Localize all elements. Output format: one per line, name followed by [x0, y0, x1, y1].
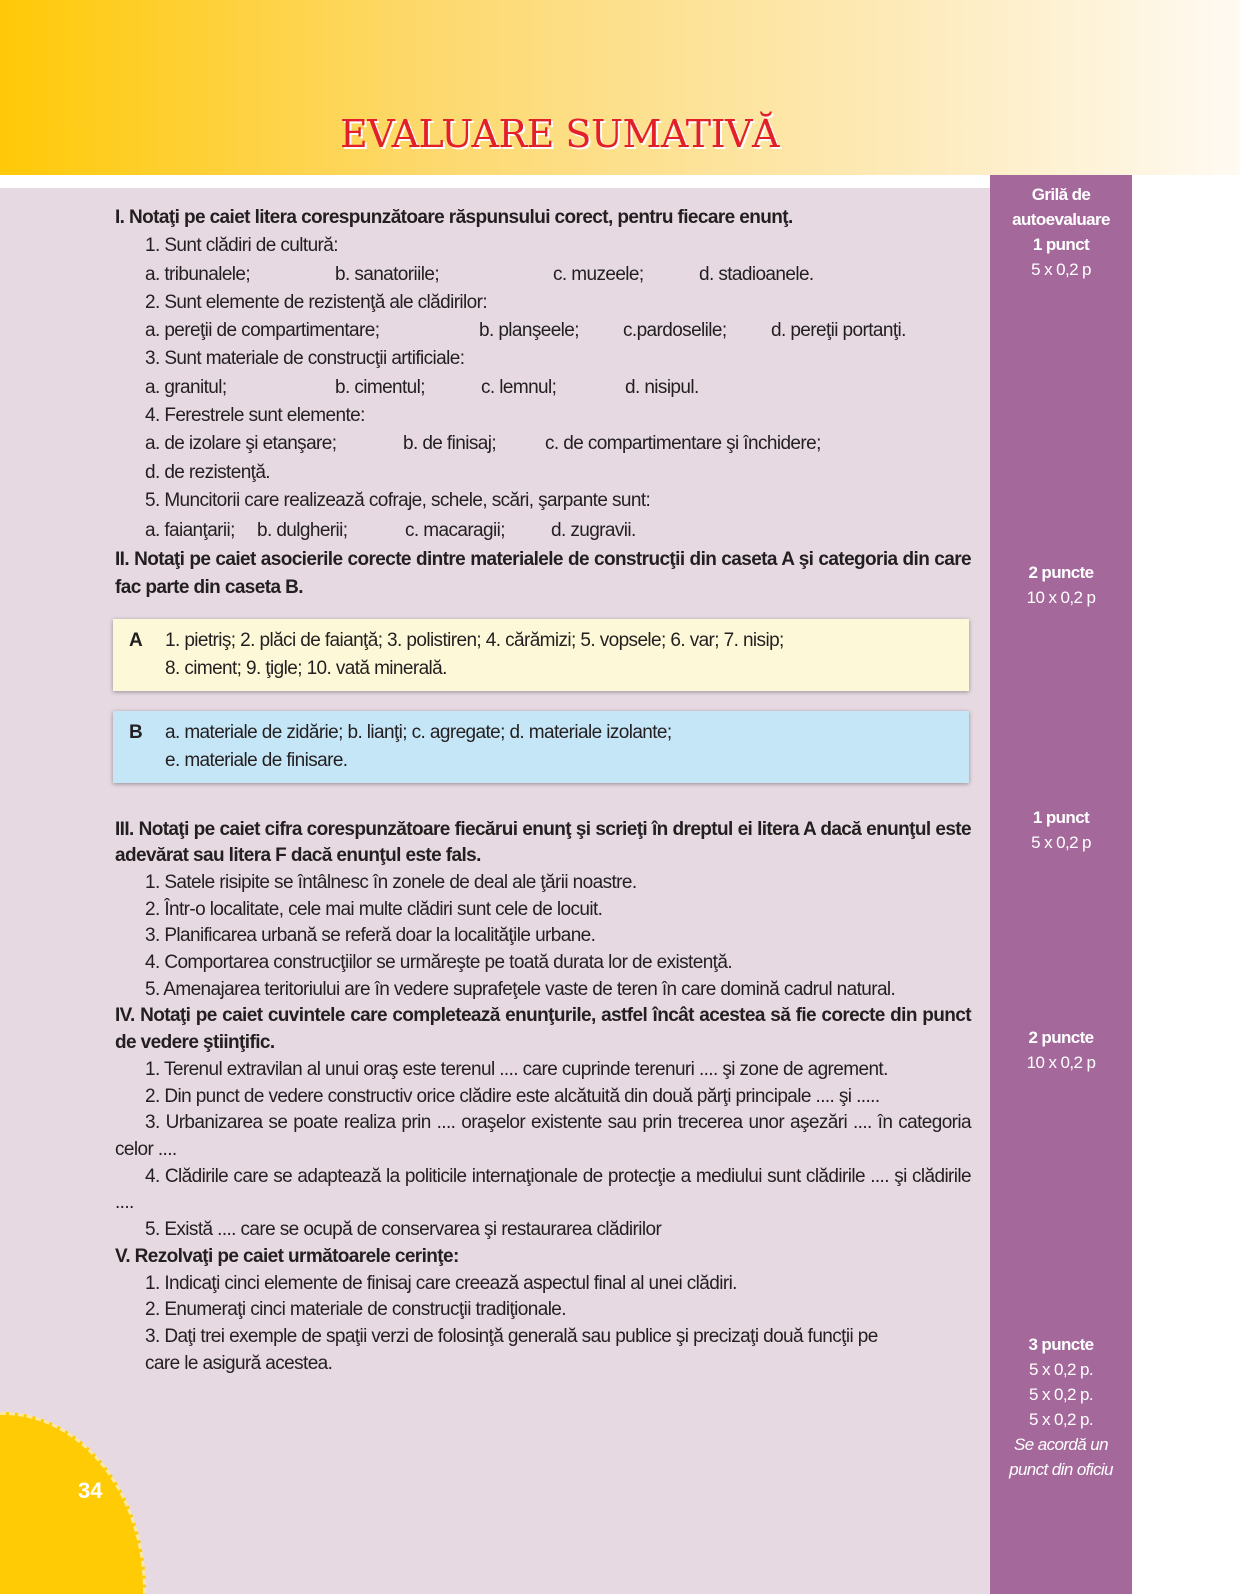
- option: a. tribunalele;: [145, 263, 251, 285]
- box-b-line: e. materiale de finisare.: [165, 749, 348, 771]
- options: [115, 317, 971, 345]
- section-2-heading: II. Notaţi pe caiet asocierile corecte dintre materialele de construcţii din caseta A şi categoria din care fac parte din caseta B.: [115, 548, 971, 598]
- option: d. de rezistenţă.: [145, 461, 270, 483]
- page-title: EVALUARE SUMATIVĂ: [340, 112, 780, 156]
- bonus-note: punct din oficiu: [1009, 1460, 1113, 1479]
- option: c. macaragii;: [405, 520, 505, 542]
- box-a-label: A: [129, 629, 143, 651]
- option: b. dulgherii;: [257, 520, 348, 542]
- grid-title: Grilă de: [1031, 185, 1091, 204]
- bonus-note: Se acordă un: [1014, 1435, 1108, 1454]
- task: 1. Indicaţi cinci elemente de finisaj care creează aspectul final al unei clădiri.: [145, 1272, 737, 1294]
- statement: 1. Satele risipite se întâlnesc în zonele de deal ale ţării noastre.: [145, 871, 637, 893]
- s2-detail: 10 x 0,2 p: [1026, 588, 1096, 607]
- section-5-heading: V. Rezolvaţi pe caiet următoarele cerinţe:: [115, 1245, 459, 1267]
- options: [115, 261, 971, 289]
- option: b. de finisaj;: [403, 433, 496, 455]
- option: a. granitul;: [145, 376, 227, 398]
- s5-points: 3 puncte: [1028, 1335, 1094, 1354]
- section-1-heading: I. Notaţi pe caiet litera corespunzătoare răspunsului corect, pentru fiecare enunţ.: [115, 207, 793, 228]
- option: a. pereţii de compartimentare;: [145, 320, 380, 342]
- question: 2. Sunt elemente de rezistenţă ale clădirilor:: [145, 291, 488, 313]
- s4-points: 2 puncte: [1028, 1028, 1094, 1047]
- s5-detail: 5 x 0,2 p.: [1029, 1410, 1093, 1429]
- box-a: [113, 619, 969, 691]
- box-a-line: 1. pietriş; 2. plăci de faianţă; 3. polistiren; 4. cărămizi; 5. vopsele; 6. var; 7. nisip;: [165, 629, 784, 651]
- s1-detail: 5 x 0,2 p: [1031, 260, 1091, 279]
- s1-points: 1 punct: [1032, 235, 1090, 254]
- option: d. stadioanele.: [699, 263, 814, 285]
- self-assessment-sidebar: [990, 175, 1132, 1594]
- question: 3. Sunt materiale de construcţii artificiale:: [145, 348, 465, 370]
- option: b. sanatoriile;: [335, 263, 440, 285]
- statement: 3. Urbanizarea se poate realiza prin .... oraşelor existente sau prin trecerea unor aşezări .... în categoria celor ....: [115, 1112, 971, 1160]
- question: 1. Sunt clădiri de cultură:: [145, 235, 338, 257]
- statement: 5. Există .... care se ocupă de conservarea şi restaurarea clădirilor: [145, 1219, 662, 1241]
- question: 4. Ferestrele sunt elemente:: [145, 405, 365, 427]
- statement: 3. Planificarea urbană se referă doar la localităţile urbane.: [145, 925, 596, 947]
- s5-detail: 5 x 0,2 p.: [1029, 1360, 1093, 1379]
- option: a. faianţarii;: [145, 520, 235, 542]
- options: [115, 517, 971, 545]
- option: d. zugravii.: [551, 520, 636, 542]
- option: b. planşeele;: [479, 320, 579, 342]
- option: c. de compartimentare şi închidere;: [545, 433, 821, 455]
- exercise-content: [115, 204, 971, 1377]
- task: 2. Enumeraţi cinci materiale de construcţii tradiţionale.: [145, 1299, 566, 1321]
- section-3-heading: III. Notaţi pe caiet cifra corespunzătoare fiecărui enunţ şi scrieţi în dreptul ei litera A dacă enunţul este adevărat sau litera F dacă enunţul este fals.: [115, 818, 971, 867]
- s3-detail: 5 x 0,2 p: [1031, 833, 1091, 852]
- option: c. lemnul;: [481, 376, 557, 398]
- s2-points: 2 puncte: [1028, 563, 1094, 582]
- statement: 4. Comportarea construcţiilor se urmăreşte pe toată durata lor de existenţă.: [145, 952, 732, 974]
- statement: 4. Clădirile care se adaptează la politicile internaţionale de protecţie a mediului sunt clădirile .... şi clădirile ....: [115, 1165, 971, 1214]
- section-4-heading: IV. Notaţi pe caiet cuvintele care completează enunţurile, astfel încât acestea să fie corecte din punct de vedere ştiinţific.: [115, 1005, 971, 1054]
- statement: 5. Amenajarea teritoriului are în vedere suprafeţele vaste de teren în care domină cadrul natural.: [145, 978, 896, 1000]
- statement: 2. Din punct de vedere constructiv orice clădire este alcătuită din două părţi principale .... şi .....: [145, 1085, 880, 1107]
- options: [115, 374, 971, 402]
- box-b-line: a. materiale de zidărie; b. lianţi; c. agregate; d. materiale izolante;: [165, 721, 672, 743]
- options: [115, 430, 971, 458]
- grid-title-2: autoevaluare: [1012, 210, 1110, 229]
- option: d. nisipul.: [625, 376, 699, 398]
- box-b: [113, 711, 969, 783]
- s3-points: 1 punct: [1032, 808, 1090, 827]
- question: 5. Muncitorii care realizează cofraje, schele, scări, şarpante sunt:: [145, 489, 651, 511]
- statement: 2. Într-o localitate, cele mai multe clădiri sunt cele de locuit.: [145, 898, 603, 920]
- page-number: 34: [78, 1478, 103, 1503]
- statement: 1. Terenul extravilan al unui oraş este terenul .... care cuprinde terenuri .... şi zone de agrement.: [145, 1058, 888, 1080]
- option: d. pereţii portanţi.: [771, 320, 906, 342]
- task: 3. Daţi trei exemple de spaţii verzi de folosinţă generală sau publice şi precizaţi două funcţii pe care le asigură acestea.: [145, 1325, 878, 1374]
- option: b. cimentul;: [335, 376, 425, 398]
- option: a. de izolare şi etanşare;: [145, 433, 337, 455]
- s4-detail: 10 x 0,2 p: [1026, 1053, 1096, 1072]
- option: c. muzeele;: [553, 263, 644, 285]
- s5-detail: 5 x 0,2 p.: [1029, 1385, 1093, 1404]
- box-b-label: B: [129, 721, 143, 743]
- box-a-line: 8. ciment; 9. ţigle; 10. vată minerală.: [165, 657, 447, 679]
- option: c.pardoselile;: [623, 320, 727, 342]
